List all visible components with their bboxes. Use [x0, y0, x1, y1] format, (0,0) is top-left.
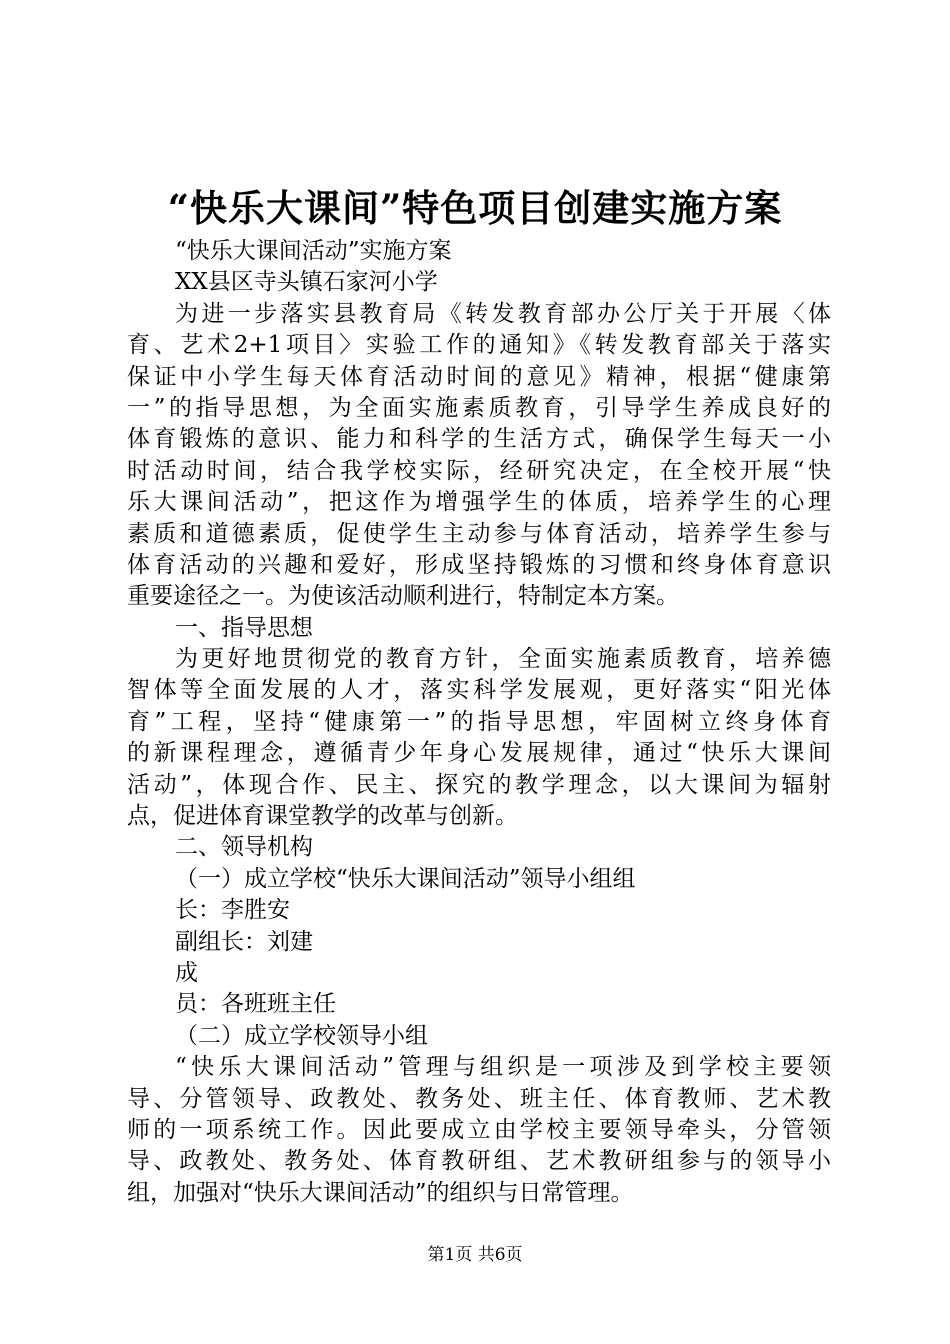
text-line: 一、指导思想	[175, 614, 313, 641]
text-line: 为更好地贯彻党的教育方针，全面实施素质教育，培养德	[175, 646, 831, 673]
text-line: “快乐大课间活动”实施方案	[175, 238, 452, 264]
document-body	[127, 236, 831, 1209]
text-line: 重要途径之一。为使该活动顺利进行，特制定本方案。	[127, 583, 679, 610]
text-line: 师的一项系统工作。因此要成立由学校主要领导牵头，分管领	[127, 1116, 831, 1143]
text-line: 保证中小学生每天体育活动时间的意见》精神，根据“健康第	[127, 363, 831, 390]
text-line: 二、领导机构	[175, 834, 313, 861]
text-line: 为进一步落实县教育局《转发教育部办公厅关于开展〈体	[175, 300, 831, 327]
text-line: （二）成立学校领导小组	[175, 1022, 428, 1049]
text-line: 导、分管领导、政教处、教务处、班主任、体育教师、艺术教	[127, 1085, 831, 1112]
text-line: “快乐大课间活动”管理与组织是一项涉及到学校主要领	[175, 1054, 831, 1081]
text-line: 组，加强对“快乐大课间活动”的组织与日常管理。	[127, 1179, 634, 1206]
text-line: 员：各班班主任	[175, 991, 336, 1018]
text-line: XX县区寺头镇石家河小学	[175, 269, 438, 296]
text-line: 导、政教处、教务处、体育教研组、艺术教研组参与的领导小	[127, 1148, 831, 1175]
text-line: 智体等全面发展的人才，落实科学发展观，更好落实“阳光体	[127, 677, 831, 704]
text-line: 体育锻炼的意识、能力和科学的生活方式，确保学生每天一小	[127, 426, 831, 453]
text-line: 长：李胜安	[175, 897, 290, 924]
text-line: 素质和道德素质，促使学生主动参与体育活动，培养学生参与	[127, 520, 831, 547]
text-line: 活动”，体现合作、民主、探究的教学理念，以大课间为辐射	[127, 771, 831, 798]
document-title: “快乐大课间”特色项目创建实施方案	[167, 186, 783, 230]
text-line: 点，促进体育课堂教学的改革与创新。	[127, 803, 518, 830]
page-footer: 第1页 共6页	[427, 1245, 523, 1265]
text-line: 育”工程，坚持“健康第一”的指导思想，牢固树立终身体育	[127, 708, 831, 735]
text-line: 成	[175, 959, 198, 986]
text-line: 育、艺术2+1项目〉实验工作的通知》《转发教育部关于落实	[127, 332, 831, 359]
text-line: 体育活动的兴趣和爱好，形成坚持锻炼的习惯和终身体育意识	[127, 551, 831, 578]
text-line: 一”的指导思想，为全面实施素质教育，引导学生养成良好的	[127, 394, 831, 421]
text-line: 乐大课间活动”，把这作为增强学生的体质，培养学生的心理	[127, 489, 831, 516]
text-line: 副组长：刘建	[175, 928, 313, 955]
text-line: （一）成立学校“快乐大课间活动”领导小组组	[175, 865, 636, 892]
text-line: 的新课程理念，遵循青少年身心发展规律，通过“快乐大课间	[127, 740, 831, 767]
text-line: 时活动时间，结合我学校实际，经研究决定，在全校开展“快	[127, 457, 831, 484]
